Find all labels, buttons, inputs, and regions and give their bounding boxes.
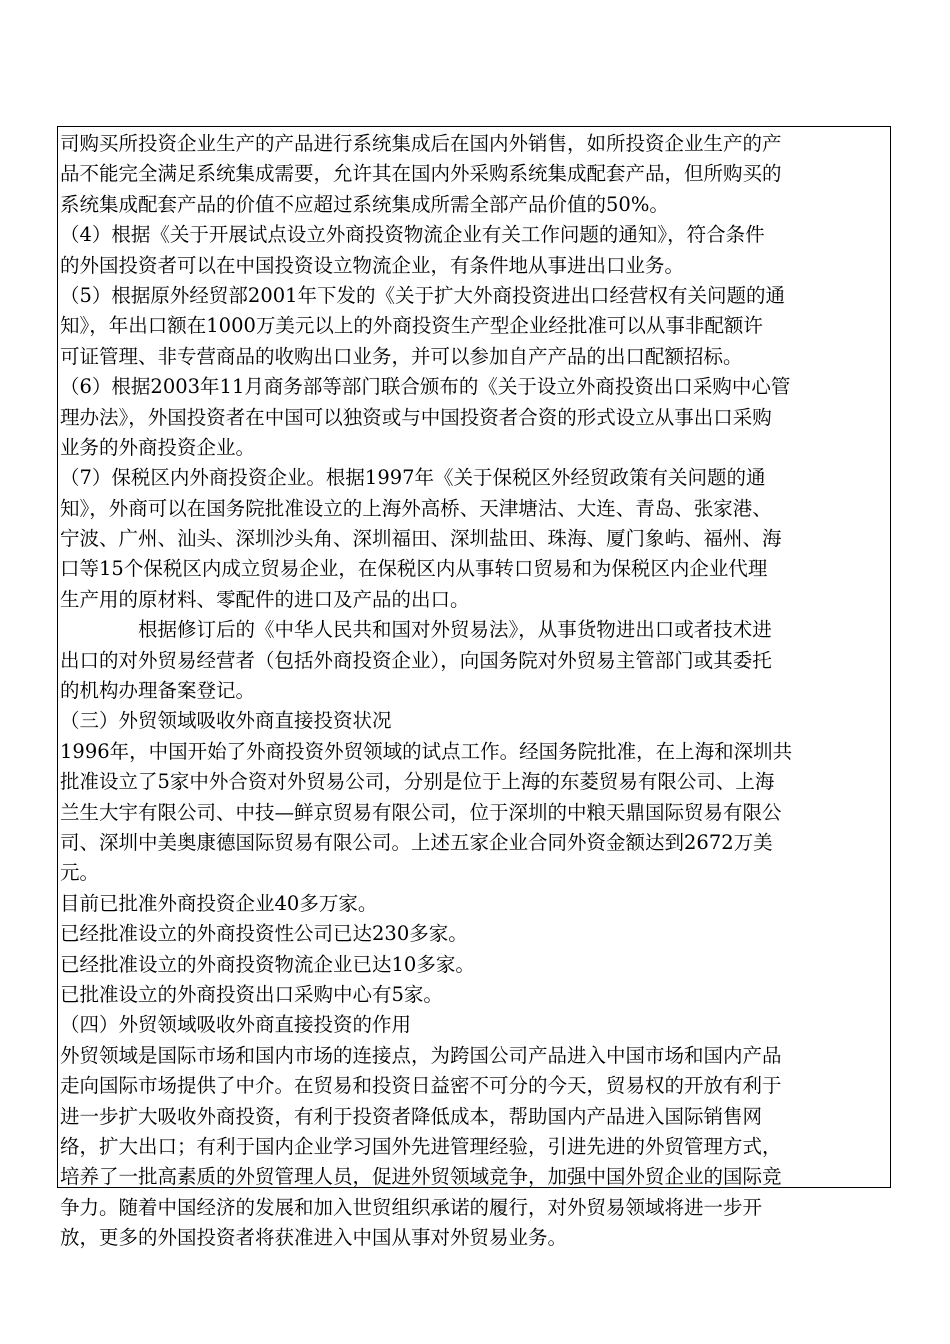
text-line: 理办法》，外国投资者在中国可以独资或与中国投资者合资的形式设立从事出口采购 [60, 405, 772, 429]
text-line: 走向国际市场提供了中介。在贸易和投资日益密不可分的今天，贸易权的开放有利于 [60, 1074, 782, 1098]
text-line: 宁波、广州、汕头、深圳沙头角、深圳福田、深圳盐田、珠海、厦门象屿、福州、海 [60, 527, 782, 551]
text-line: 进一步扩大吸收外商投资，有利于投资者降低成本，帮助国内产品进入国际销售网 [60, 1104, 763, 1128]
text-line: 1996年，中国开始了外商投资外贸领域的试点工作。经国务院批准，在上海和深圳共 [60, 739, 793, 763]
text-line: 目前已批准外商投资企业40多万家。 [60, 891, 378, 915]
text-line: （5）根据原外经贸部2001年下发的《关于扩大外商投资进出口经营权有关问题的通 [60, 283, 786, 307]
text-line: 司购买所投资企业生产的产品进行系统集成后在国内外销售，如所投资企业生产的产 [60, 132, 782, 155]
text-line: 司、深圳中美奥康德国际贸易有限公司。上述五家企业合同外资金额达到2672万美 [60, 830, 773, 854]
text-line: 可证管理、非专营商品的收购出口业务，并可以参加自产产品的出口配额招标。 [60, 344, 743, 368]
text-line: （4）根据《关于开展试点设立外商投资物流企业有关工作问题的通知》，符合条件 [60, 223, 765, 247]
text-line: 络，扩大出口；有利于国内企业学习国外先进管理经验，引进先进的外贸管理方式， [60, 1134, 782, 1158]
text-line: 根据修订后的《中华人民共和国对外贸易法》，从事货物进出口或者技术进 [60, 618, 772, 642]
text-line: 出口的对外贸易经营者（包括外商投资企业），向国务院对外贸易主管部门或其委托 [60, 648, 772, 672]
section-heading: （四）外贸领域吸收外商直接投资的作用 [60, 1013, 412, 1037]
text-frame [57, 126, 891, 1250]
text-line: 业务的外商投资企业。 [60, 435, 256, 459]
text-line: 生产用的原材料、零配件的进口及产品的出口。 [60, 587, 470, 611]
text-line: 已经批准设立的外商投资性公司已达230多家。 [60, 922, 468, 946]
text-line: （7）保税区内外商投资企业。根据1997年《关于保税区外经贸政策有关问题的通 [60, 466, 766, 490]
section-heading: （三）外贸领域吸收外商直接投资状况 [60, 709, 392, 733]
text-line: 品不能完全满足系统集成需要，允许其在国内外采购系统集成配套产品，但所购买的 [60, 162, 782, 186]
text-line: 兰生大宇有限公司、中技—鲜京贸易有限公司，位于深圳的中粮天鼎国际贸易有限公 [60, 800, 782, 824]
text-line: 的外国投资者可以在中国投资设立物流企业，有条件地从事进出口业务。 [60, 253, 685, 277]
text-line: 口等15个保税区内成立贸易企业，在保税区内从事转口贸易和为保税区内企业代理 [60, 557, 768, 581]
text-line: 已经批准设立的外商投资物流企业已达10多家。 [60, 952, 475, 976]
text-line: 培养了一批高素质的外贸管理人员，促进外贸领域竞争，加强中国外贸企业的国际竞 [60, 1165, 782, 1189]
text-line: 系统集成配套产品的价值不应超过系统集成所需全部产品价值的50%。 [60, 192, 669, 216]
text-line: 知》，年出口额在1000万美元以上的外商投资生产型企业经批准可以从事非配额许 [60, 314, 763, 338]
text-line: 争力。随着中国经济的发展和加入世贸组织承诺的履行，对外贸易领域将进一步开 [60, 1195, 763, 1219]
text-line: 外贸领域是国际市场和国内市场的连接点，为跨国公司产品进入中国市场和国内产品 [60, 1043, 782, 1067]
text-line: 批准设立了5家中外合资对外贸易公司，分别是位于上海的东菱贸易有限公司、上海 [60, 770, 775, 794]
text-line: 的机构办理备案登记。 [60, 679, 256, 703]
text-line: 知》，外商可以在国务院批准设立的上海外高桥、天津塘沽、大连、青岛、张家港、 [60, 496, 772, 520]
text-line: 已批准设立的外商投资出口采购中心有5家。 [60, 982, 443, 1006]
text-line: （6）根据2003年11月商务部等部门联合颁布的《关于设立外商投资出口采购中心管 [60, 375, 791, 399]
text-line: 元。 [60, 861, 100, 885]
text-line: 放，更多的外国投资者将获准进入中国从事对外贸易业务。 [60, 1226, 568, 1250]
